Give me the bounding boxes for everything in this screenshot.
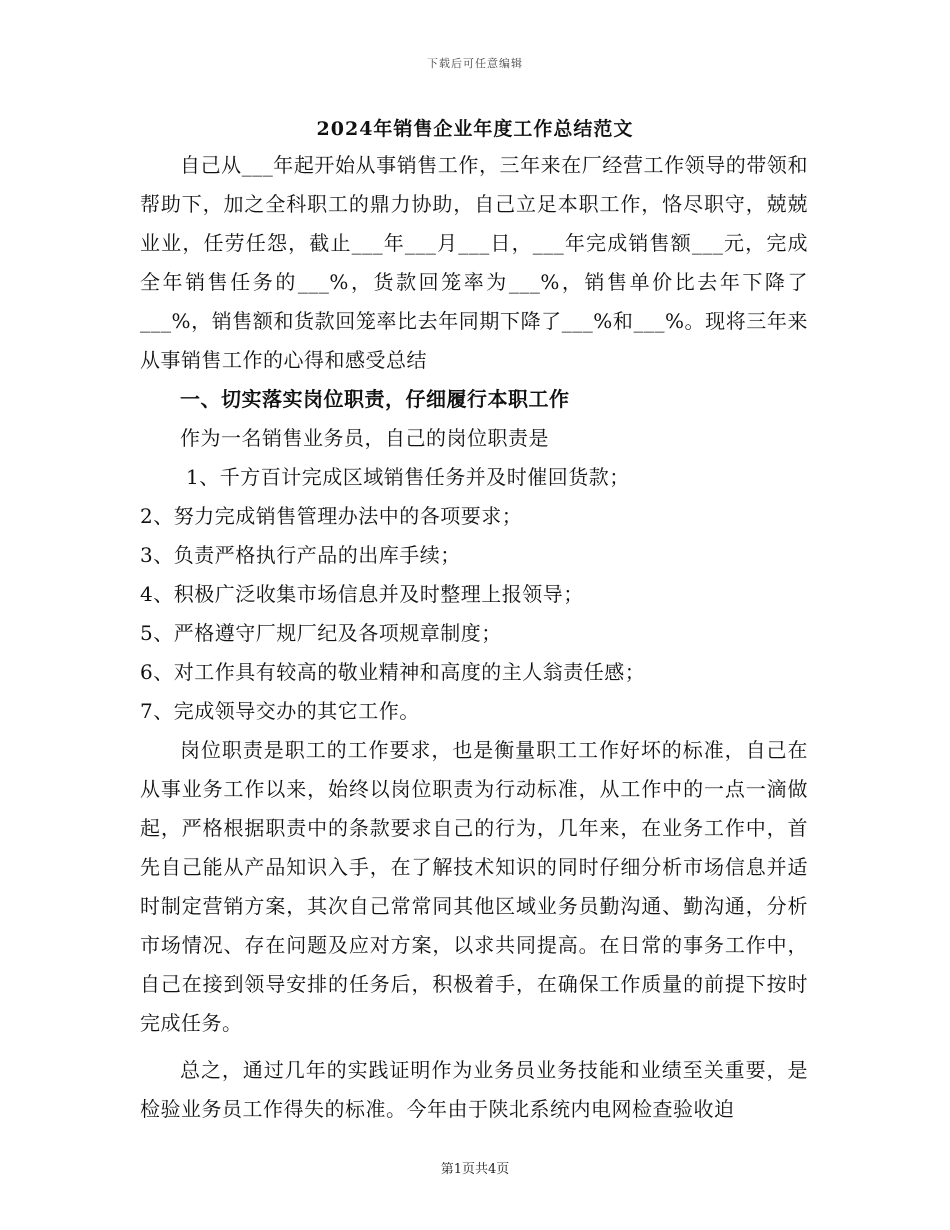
duty-item-5: 5、严格遵守厂规厂纪及各项规章制度； <box>140 621 502 645</box>
duty-item-3: 3、负责严格执行产品的出库手续； <box>140 543 461 567</box>
page-footer: 第1页共4页 <box>440 1162 510 1177</box>
duty-item-7: 7、完成领导交办的其它工作。 <box>140 699 420 723</box>
summary-paragraph: 总之，通过几年的实践证明作为业务员业务技能和业绩至关重要，是检验业务员工作得失的标准。今年由于陕北系统内电网检查验收迫 <box>140 1058 808 1121</box>
body-paragraph: 岗位职责是职工的工作要求，也是衡量职工工作好坏的标准，自己在从事业务工作以来，始终以岗位职责为行动标准，从工作中的一点一滴做起，严格根据职责中的条款要求自己的行为，几年来，在业务工作中，首先自己能从产品知识入手，在了解技术知识的同时仔细分析市场信息并适时制定营销方案，其次自己常常同其他区域业务员勤沟通、勤沟通，分析市场情况、存在问题及应对方案，以求共同提高。在日常的事务工作中，自己在接到领导安排的任务后，积极着手，在确保工作质量的前提下按时完成任务。 <box>140 738 808 1035</box>
header-note: 下载后可任意编辑 <box>427 57 523 70</box>
duty-item-1: 1、千方百计完成区域销售任务并及时催回货款； <box>186 465 630 489</box>
duty-item-2: 2、努力完成销售管理办法中的各项要求； <box>140 504 523 528</box>
document-title: 2024年销售企业年度工作总结范文 <box>316 118 634 140</box>
intro-paragraph: 自己从___年起开始从事销售工作，三年来在厂经营工作领导的带领和帮助下，加之全科职工的鼎力协助，自己立足本职工作，恪尽职守，兢兢业业，任劳任怨，截止___年___月___日，___年完成销售额___元，完成全年销售任务的___%，货款回笼率为___%，销售单价比去年下降了___%，销售额和货款回笼率比去年同期下降了___%和___%。现将三年来从事销售工作的心得和感受总结 <box>140 153 808 372</box>
duty-item-6: 6、对工作具有较高的敬业精神和高度的主人翁责任感； <box>140 660 646 684</box>
duty-intro: 作为一名销售业务员，自己的岗位职责是 <box>180 426 549 450</box>
section-heading: 一、切实落实岗位职责，仔细履行本职工作 <box>180 387 570 411</box>
duty-item-4: 4、积极广泛收集市场信息并及时整理上报领导； <box>140 582 584 606</box>
document-body <box>140 146 808 1129</box>
